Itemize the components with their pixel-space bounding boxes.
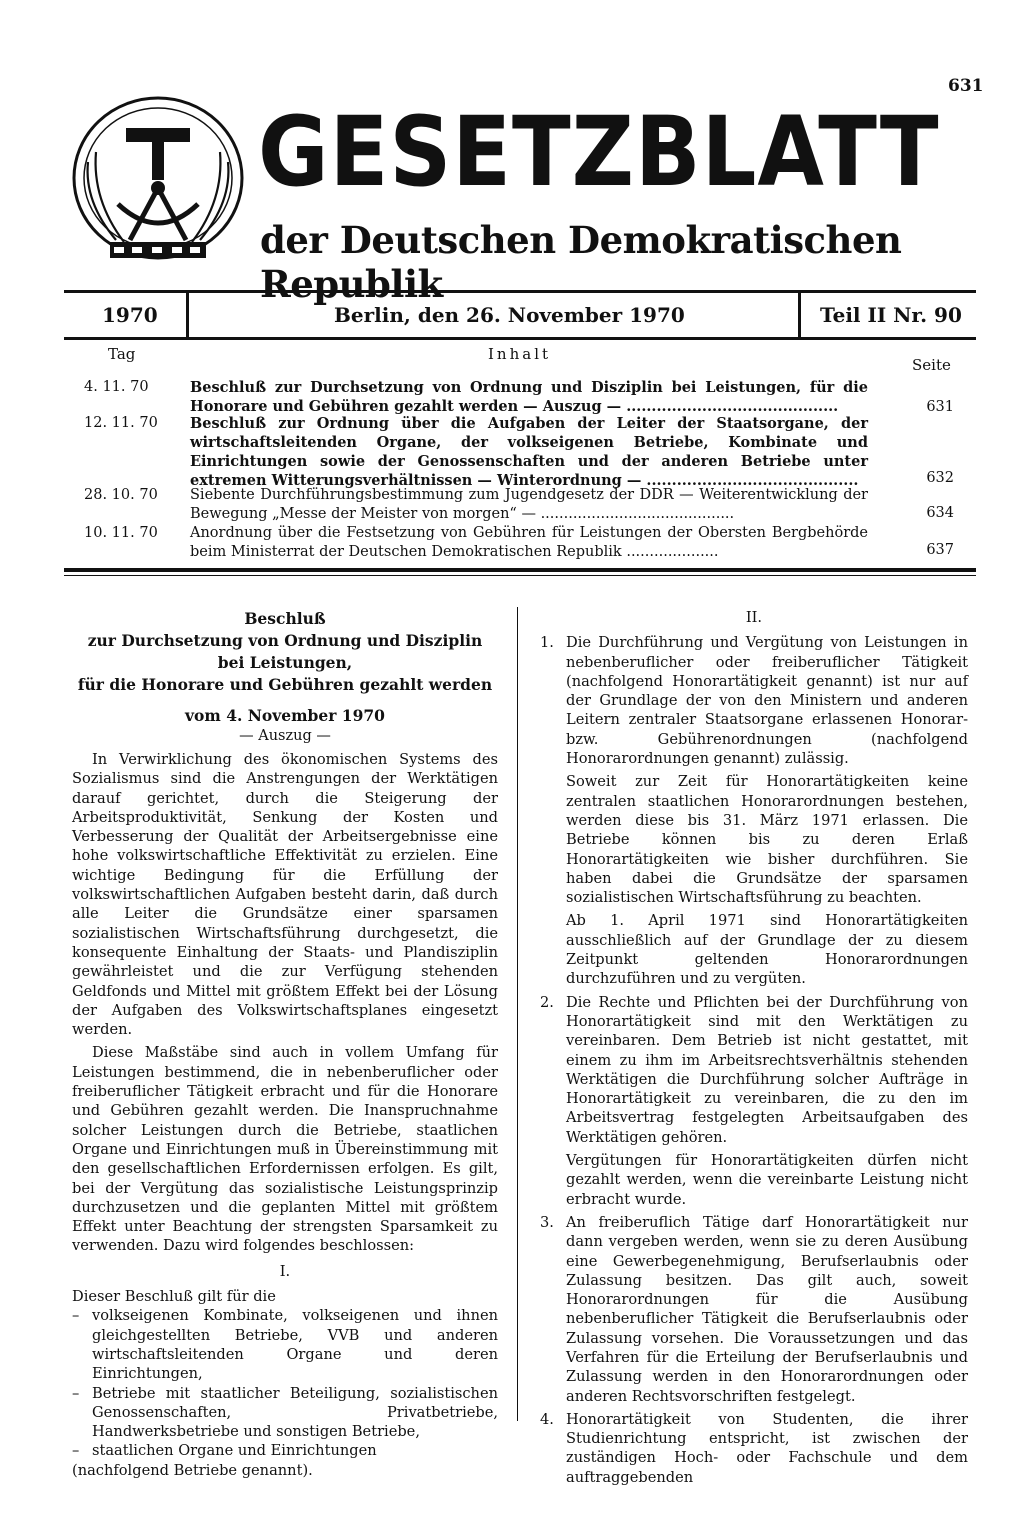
article-title: zur Durchsetzung von Ordnung und Disziplin — [87, 631, 483, 650]
item-paragraph: Ab 1. April 1971 sind Honorartätigkeiten ausschließlich auf der Grundlage der zu diesem Zeitpunkt geltenden Honorarordnungen durchzuführen und zu vergüten. — [566, 912, 968, 988]
numbered-item — [540, 1410, 968, 1487]
toc-date: 10. 11. 70 — [84, 525, 158, 541]
toc-date: 4. 11. 70 — [84, 379, 149, 395]
toc-date: 28. 10. 70 — [84, 487, 158, 503]
item-text: Honorartätigkeit von Studenten, die ihrer Studienrichtung entspricht, ist zwischen der zuständigen Hoch- oder Fachschule und dem auftraggebenden — [566, 1410, 968, 1486]
section-rule — [64, 568, 976, 572]
issue-bar — [64, 290, 976, 340]
scope-item-text: Betriebe mit staatlicher Beteiligung, sozialistischen Genossenschaften, Privatbetriebe, Handwerksbetriebe und sonstigen Betriebe, — [92, 1384, 498, 1441]
issue-part: Teil II Nr. 90 — [820, 303, 962, 327]
item-number: 3. — [540, 1213, 554, 1231]
toc-date: 12. 11. 70 — [84, 415, 158, 431]
article-date: vom 4. November 1970 — [185, 706, 385, 725]
toc-title: Siebente Durchführungsbestimmung zum Jugendgesetz der DDR — Weiterentwicklung der Bewegung „Messe der Meister von morgen“ — .......................................... — [190, 487, 868, 522]
article-excerpt-note: — Auszug — — [239, 728, 331, 744]
scope-item-text: volkseigenen Kombinate, volkseigenen und ihnen gleichgestellten Betriebe, VVB und anderen wirtschaftsleitenden Organe und deren Einrichtungen, — [92, 1307, 498, 1383]
scope-tail: (nachfolgend Betriebe genannt). — [72, 1461, 313, 1479]
toc-title: Beschluß zur Durchsetzung von Ordnung und Disziplin bei Leistungen, für die Honorare und Gebühren gezahlt werden — Auszug — .......................................... — [190, 379, 868, 415]
item-text: Die Durchführung und Vergütung von Leistungen in nebenberuflicher oder freiberuflicher Tätigkeit (nachfolgend Honorartätigkeit genannt) ist nur auf der Grundlage der von den Ministern und anderen Leitern zentraler Staatsorgane erlassenen Honorar- bzw. Gebührenordnungen (nachfolgend Honorarordnungen genannt) zulässig. — [566, 634, 968, 768]
article-title: bei Leistungen, — [217, 653, 353, 672]
column-divider — [517, 607, 518, 1421]
item-number: 4. — [540, 1410, 554, 1428]
page-number: 631 — [948, 76, 984, 96]
scope-item — [72, 1441, 498, 1460]
state-emblem — [66, 92, 250, 268]
scope-item — [72, 1384, 498, 1442]
issue-year: 1970 — [102, 303, 158, 327]
dash-marker: – — [72, 1384, 80, 1402]
toc-page: 634 — [926, 505, 954, 521]
toc-col-page: Seite — [912, 356, 951, 374]
numbered-item — [540, 633, 968, 768]
toc-title: Anordnung über die Festsetzung von Gebühren für Leistungen der Obersten Bergbehörde beim Ministerrat der Deutschen Demokratischen Republik .................... — [190, 525, 868, 560]
section-heading: II. — [745, 609, 763, 626]
item-paragraph: Vergütungen für Honorartätigkeiten dürfen nicht gezahlt werden, wenn die vereinbarte Leistung nicht erbracht wurde. — [566, 1152, 968, 1208]
right-column — [540, 608, 968, 1491]
toc-title: Beschluß zur Ordnung über die Aufgaben der Leiter der Staatsorgane, der wirtschaftsleitenden Organe, der volkseigenen Betriebe, Kombinate und Einrichtungen sowie der Genossenschaften und der anderen Betriebe unter extremen Witterungsverhältnissen — Winterordnung — .......................................... — [190, 415, 868, 489]
section-rule — [64, 575, 976, 576]
toc-col-day: Tag — [108, 345, 136, 363]
toc-col-content: Inhalt — [488, 345, 552, 363]
dash-marker: – — [72, 1442, 80, 1460]
section-heading: I. — [279, 1262, 291, 1280]
scope-item — [72, 1306, 498, 1383]
toc-page: 632 — [926, 470, 954, 486]
left-column — [72, 608, 498, 1480]
divider — [798, 290, 801, 340]
numbered-item — [540, 1213, 968, 1406]
article-title: Beschluß — [244, 609, 326, 628]
item-text: An freiberuflich Tätige darf Honorartätigkeit nur dann vergeben werden, wenn sie zu deren Ausübung eine Gewerbegenehmigung, Berufserlaubnis oder Zulassung besitzen. Das gilt auch, soweit Honorarordnungen für die Ausübung nebenberuflicher Tätigkeit die Berufserlaubnis oder Zulassung vorsehen. Die Voraussetzungen und das Verfahren für die Erteilung der Berufserlaubnis und Zulassung werden in den Honorarordnungen oder anderen Rechtsvorschriften festgelegt. — [566, 1213, 968, 1405]
toc-page: 637 — [926, 542, 954, 558]
scope-lead: Dieser Beschluß gilt für die — [72, 1288, 276, 1306]
numbered-item — [540, 993, 968, 1147]
item-text: Die Rechte und Pflichten bei der Durchführung von Honorartätigkeit sind mit den Werktätigen zu vereinbaren. Dem Betrieb ist nicht gestattet, mit einem zu ihm im Arbeitsrechtsverhältnis stehenden Werktätigen die Durchführung solcher Aufträge in Honorartätigkeit zu vereinbaren, die zu den im Arbeitsvertrag festgelegten Arbeitsaufgaben des Werktätigen gehören. — [566, 993, 968, 1146]
preamble-paragraph: Diese Maßstäbe sind auch in vollem Umfang für Leistungen bestimmend, die in nebenberuflicher oder freiberuflicher Tätigkeit erbracht und für die Honorare und Gebühren gezahlt werden. Die Inanspruchnahme solcher Leistungen durch die Betriebe, staatlichen Organe und Einrichtungen muß in Übereinstimmung mit den gesellschaftlichen Erfordernissen erfolgen. Es gilt, bei der Vergütung das sozialistische Leistungsprinzip durchzusetzen und die geplanten Mittel mit größtem Effekt unter Beachtung der strengsten Sparsamkeit zu verwenden. Dazu wird folgendes beschlossen: — [72, 1044, 498, 1255]
preamble-paragraph: In Verwirklichung des ökonomischen Systems des Sozialismus sind die Anstrengungen der Werktätigen darauf gerichtet, durch die Steigerung der Arbeitsproduktivität, Senkung der Kosten und Verbesserung der Qualität der Arbeitsergebnisse eine hohe volkswirtschaftliche Effektivität zu erzielen. Eine wichtige Bedingung für die Erfüllung der volkswirtschaftlichen Aufgaben besteht darin, daß durch alle Leiter die Grundsätze einer sparsamen sozialistischen Wirtschaftsführung durchgesetzt, die konsequente Einhaltung der Staats- und Plandisziplin gewährleistet und die zur Verfügung stehenden Geldfonds und Mittel mit größtem Effekt bei der Lösung der Aufgaben des Volkswirtschaftsplanes eingesetzt werden. — [72, 751, 498, 1039]
item-number: 2. — [540, 993, 554, 1011]
masthead-title: GESETZBLATT — [258, 96, 940, 209]
dash-marker: – — [72, 1307, 80, 1325]
item-paragraph: Soweit zur Zeit für Honorartätigkeiten keine zentralen staatlichen Honorarordnungen bestehen, werden diese bis 31. März 1971 erlassen. Die Betriebe können bis zu deren Erlaß Honorartätigkeiten wie bisher durchführen. Sie haben dabei die Grundsätze der sparsamen sozialistischen Wirtschaftsführung zu beachten. — [566, 773, 968, 907]
toc-page: 631 — [926, 399, 954, 415]
item-number: 1. — [540, 634, 554, 652]
article-title: für die Honorare und Gebühren gezahlt werden — [77, 675, 493, 694]
masthead-subtitle: der Deutschen Demokratischen Republik — [260, 218, 902, 306]
scope-item-text: staatlichen Organe und Einrichtungen — [92, 1442, 377, 1460]
divider — [186, 290, 189, 340]
issue-date: Berlin, den 26. November 1970 — [334, 303, 685, 327]
